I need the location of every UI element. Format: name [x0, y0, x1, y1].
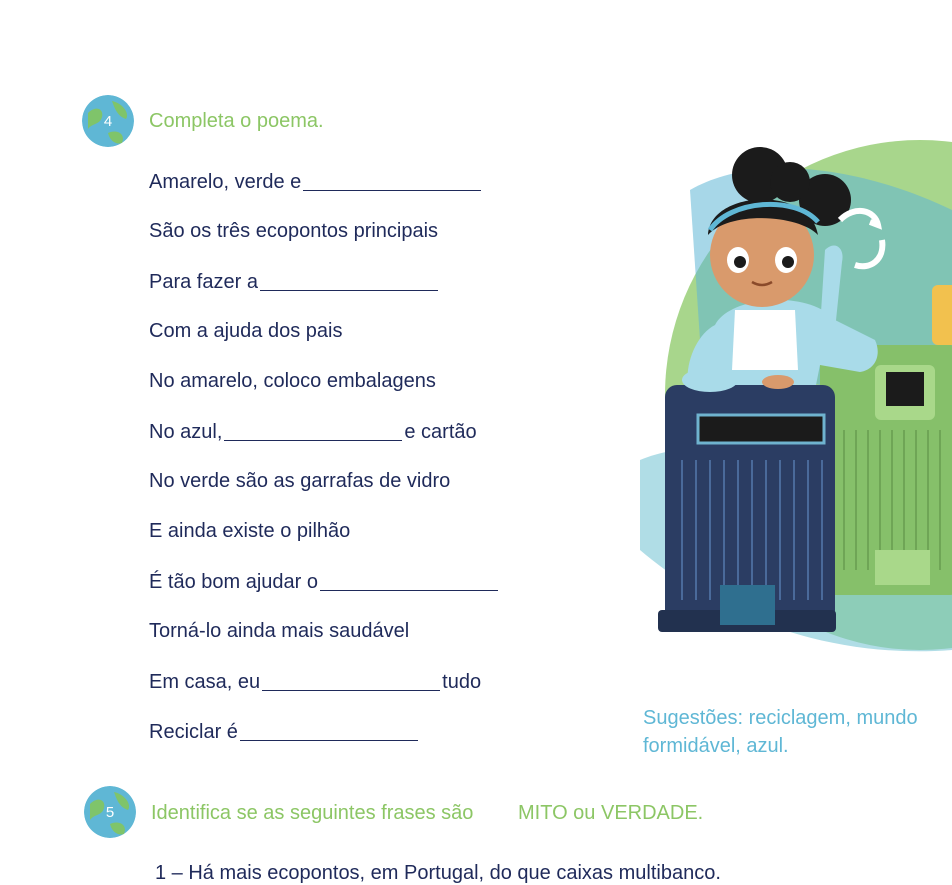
- poem-text: É tão bom ajudar o: [149, 571, 318, 593]
- poem-line-1: [149, 170, 483, 194]
- suggestions-line-2: formidável, azul.: [643, 735, 789, 757]
- poem-text: Em casa, eu: [149, 671, 261, 693]
- exercise-number: 4: [103, 112, 113, 130]
- poem-line-2: [149, 220, 438, 243]
- suggestions-box: [643, 704, 918, 760]
- poem-text: E ainda existe o pilhão: [149, 520, 351, 542]
- poem-line-7: [149, 470, 450, 493]
- poem-text: No verde são as garrafas de vidro: [149, 470, 451, 492]
- poem-line-6: [149, 420, 477, 444]
- poem-line-3: [149, 270, 440, 294]
- poem-text: No amarelo, coloco embalagens: [149, 370, 436, 392]
- poem-line-8: [149, 520, 350, 543]
- poem-text: tudo: [442, 671, 482, 693]
- globe-number-badge-5: [84, 786, 136, 838]
- blank-field[interactable]: [240, 720, 418, 741]
- poem-text: Reciclar é: [149, 721, 238, 743]
- poem-line-11: [149, 670, 481, 694]
- poem-line-12: [149, 720, 420, 744]
- poem-line-5: [149, 370, 436, 393]
- poem-text: No azul,: [149, 421, 223, 443]
- blank-field[interactable]: [262, 670, 440, 691]
- exercise-number: 5: [105, 803, 115, 821]
- poem-text: Com a ajuda dos pais: [149, 320, 343, 342]
- blank-field[interactable]: [260, 270, 438, 291]
- exercise-4-title: Completa o poema.: [149, 110, 324, 132]
- poem-line-9: [149, 570, 500, 594]
- blank-field[interactable]: [224, 420, 402, 441]
- exercise-5-title: Identifica se as seguintes frases são: [151, 802, 474, 824]
- exercise-5-title-emphasis: MITO ou VERDADE.: [518, 802, 704, 824]
- globe-number-badge-4: [82, 95, 134, 147]
- recycling-girl-illustration: [620, 130, 952, 660]
- poem-text: São os três ecopontos principais: [149, 220, 439, 242]
- poem-text: Torná-lo ainda mais saudável: [149, 620, 410, 642]
- suggestions-line-1: Sugestões: reciclagem, mundo: [643, 707, 918, 729]
- poem-text: e cartão: [404, 421, 477, 443]
- poem-line-4: [149, 320, 342, 343]
- blank-field[interactable]: [320, 570, 498, 591]
- question-1: 1 – Há mais ecopontos, em Portugal, do que caixas multibanco.: [155, 862, 721, 884]
- poem-text: Amarelo, verde e: [149, 171, 302, 193]
- poem-line-10: [149, 620, 409, 643]
- blank-field[interactable]: [303, 170, 481, 191]
- poem-text: Para fazer a: [149, 271, 258, 293]
